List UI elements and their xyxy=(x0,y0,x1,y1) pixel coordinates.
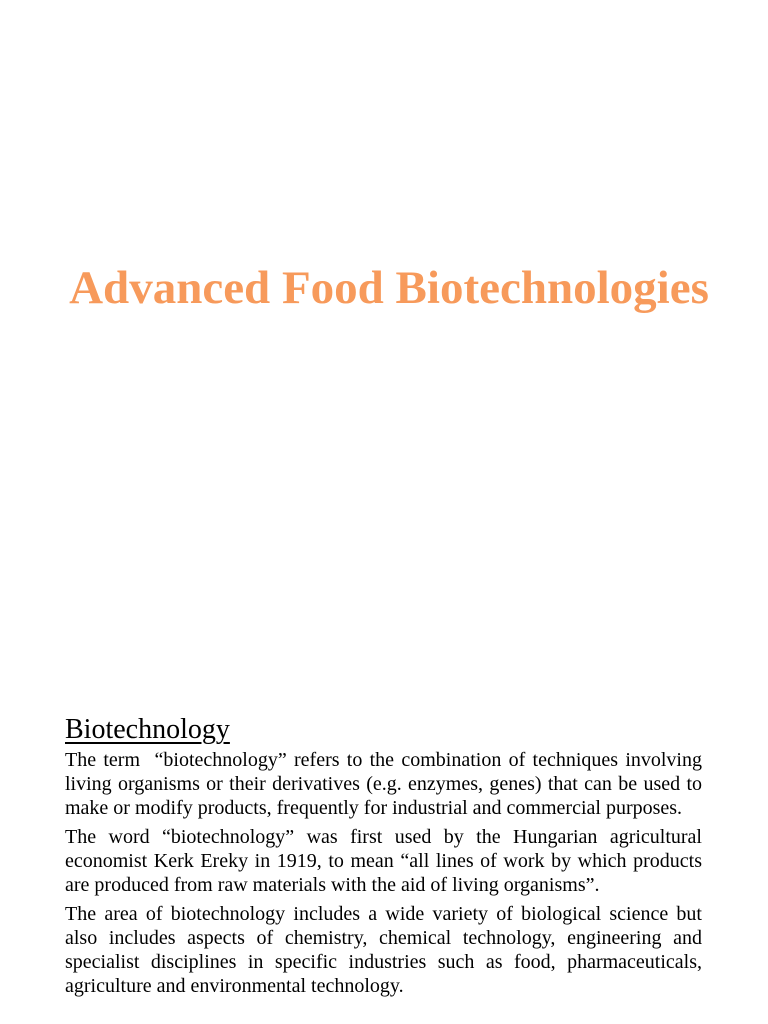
presentation-title: Advanced Food Biotechnologies xyxy=(69,262,709,314)
paragraph-definition: The term “biotechnology” refers to the combination of techniques involving living organisms or their derivatives (e.g. enzymes, genes) that can be used to make or modify products, frequently for industrial and commercial purposes. xyxy=(65,749,707,819)
paragraph-scope: The area of biotechnology includes a wide variety of biological science but also includes aspects of chemistry, chemical technology, engineering and specialist disciplines in specific industries such as food, pharmaceuticals, agriculture and environmental technology. xyxy=(65,903,707,997)
section-heading: Biotechnology xyxy=(65,714,230,745)
content-slide xyxy=(65,712,707,1003)
paragraph-history: The word “biotechnology” was first used by the Hungarian agricultural economist Kerk Ereky in 1919, to mean “all lines of work by which products are produced from raw materials with the aid of living organisms”. xyxy=(65,826,707,896)
